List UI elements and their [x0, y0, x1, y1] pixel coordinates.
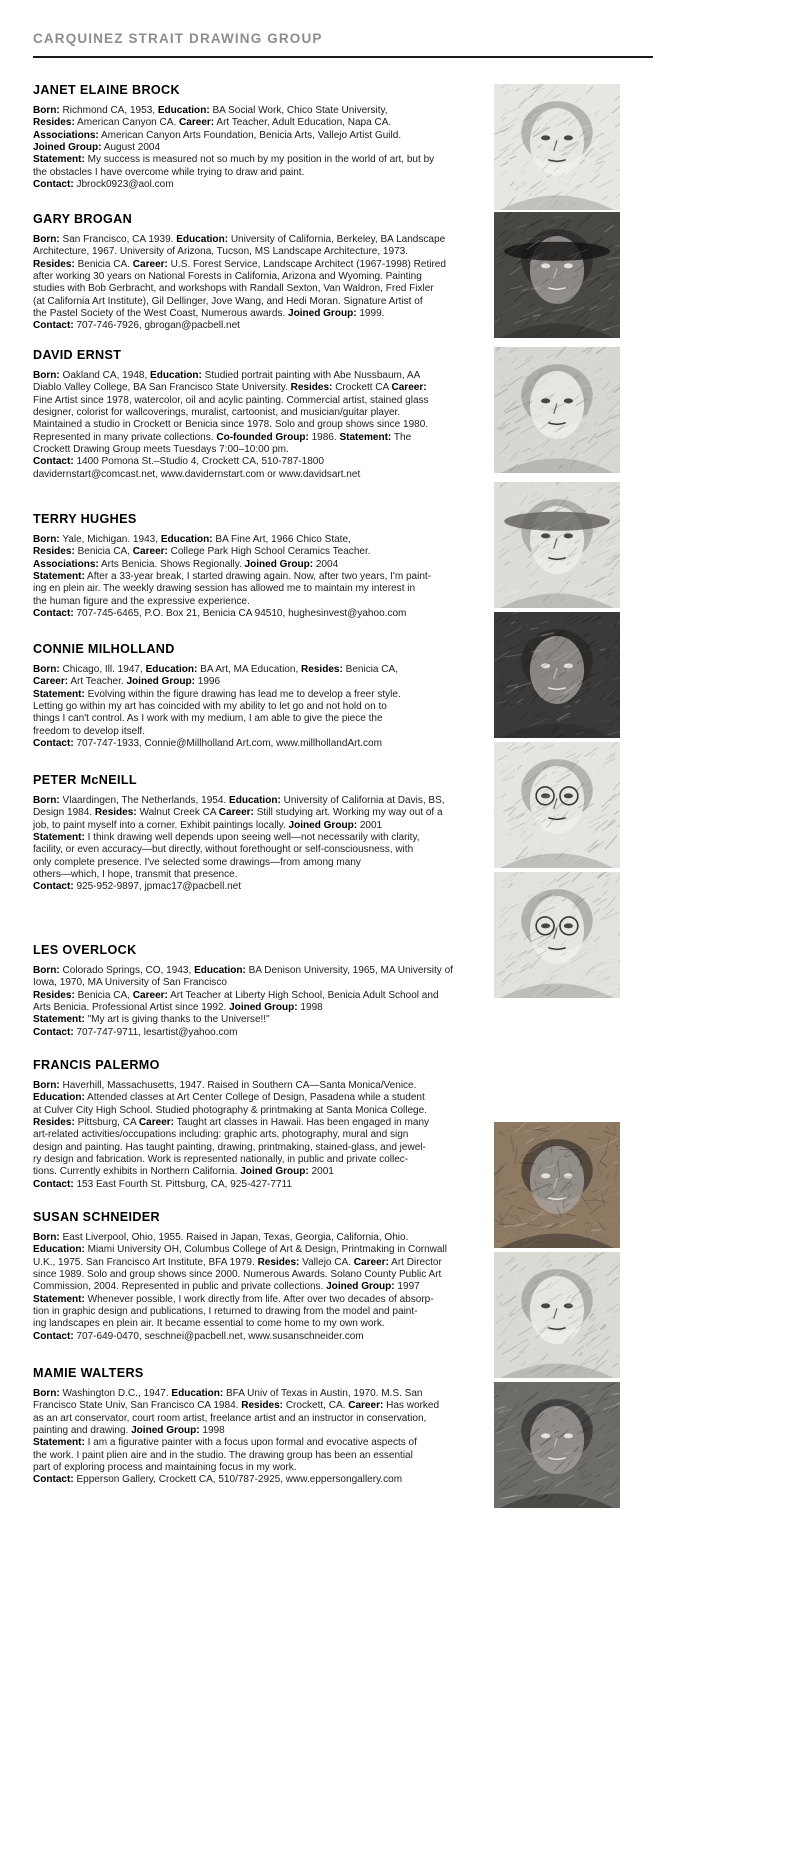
bio-field-label: Resides:	[33, 117, 75, 129]
bio-line: Born: San Francisco, CA 1939. Education: University of California, Berkeley, BA Landscape	[33, 233, 446, 245]
artist-name: JANET ELAINE BROCK	[33, 83, 180, 97]
bio-line: Statement: I am a figurative painter with a focus upon formal and evocative aspects of	[33, 1437, 417, 1449]
artist-entry	[33, 1367, 488, 1487]
bio-line: (at California Art Institute), Gil Dellinger, Jove Wang, and Hedi Moran. Signature Artist of	[33, 295, 423, 307]
bio-field-label: Education:	[160, 533, 213, 545]
bio-line: Statement: "My art is giving thanks to the Universe!!"	[33, 1014, 270, 1026]
artist-bio	[33, 105, 488, 191]
artwork-thumbnail	[494, 872, 620, 998]
bio-line: Contact: 707-745-6465, P.O. Box 21, Benicia CA 94510, hughesinvest@yahoo.com	[33, 607, 407, 619]
bio-line: since 1989. Solo and group shows since 2000. Numerous Awards. Solano County Public Art	[33, 1268, 442, 1280]
artwork-thumbnail	[494, 1382, 620, 1508]
artist-name: PETER McNEILL	[33, 773, 137, 787]
artist-bio	[33, 534, 488, 620]
bio-line: tions. Currently exhibits in Northern California. Joined Group: 2001	[33, 1166, 334, 1178]
bio-line: Contact: Jbrock0923@aol.com	[33, 178, 174, 190]
bio-field-label: Education:	[171, 1387, 224, 1399]
bio-line: the Pastel Society of the West Coast, Numerous awards. Joined Group: 1999.	[33, 307, 385, 319]
artist-name: GARY BROGAN	[33, 212, 133, 226]
bio-field-label: Career:	[138, 1116, 175, 1128]
bio-line: Contact: 925-952-9897, jpmac17@pacbell.net	[33, 881, 242, 893]
bio-line: painting and drawing. Joined Group: 1998	[33, 1424, 225, 1436]
bio-field-label: Associations:	[33, 558, 99, 570]
bio-field-label: Statement:	[339, 431, 392, 443]
bio-line: Letting go within my art has coincided with my ability to let go and not hold on to	[33, 700, 387, 712]
bio-line: Associations: American Canyon Arts Foundation, Benicia Arts, Vallejo Artist Guild.	[33, 129, 402, 141]
bio-field-label: Education:	[33, 1092, 85, 1104]
bio-line: Maintained a studio in Crockett or Benicia since 1978. Solo and group shows since 1980.	[33, 419, 429, 431]
bio-line: Resides: Benicia CA. Career: U.S. Forest Service, Landscape Architect (1967-1998) Retired	[33, 258, 446, 270]
bio-field-label: Career:	[218, 807, 254, 819]
page-title: CARQUINEZ STRAIT DRAWING GROUP	[33, 31, 323, 46]
bio-line: the obstacles I have overcome while trying to draw and paint.	[33, 166, 305, 178]
artist-entry	[33, 349, 488, 481]
bio-field-label: Associations:	[33, 129, 99, 141]
bio-line: the work. I paint plien aire and in the studio. The drawing group has been an essential	[33, 1449, 413, 1461]
bio-line: things I can't control. As I work with my medium, I am able to give the piece the	[33, 713, 383, 725]
bio-line: Resides: Pittsburg, CA Career: Taught art classes in Hawaii. Has been engaged in many	[33, 1116, 430, 1128]
bio-field-label: Education:	[145, 663, 198, 675]
bio-line: part of exploring process and maintaining focus in my work.	[33, 1461, 297, 1473]
artwork-thumbnail	[494, 482, 620, 608]
bio-field-label: Education:	[176, 233, 229, 245]
bio-field-label: Statement:	[33, 831, 85, 843]
bio-field-label: Statement:	[33, 1437, 85, 1449]
bio-field-label: Career:	[33, 676, 69, 688]
bio-line: davidernstart@comcast.net, www.davidernstart.com or www.davidsart.net	[33, 468, 361, 480]
bio-field-label: Joined Group:	[288, 819, 358, 831]
bio-field-label: Education:	[33, 1244, 85, 1256]
bio-field-label: Joined Group:	[326, 1281, 395, 1293]
bio-line: others—which, I hope, transmit that presence.	[33, 868, 238, 880]
bio-field-label: Born:	[33, 104, 60, 116]
bio-line: job, to paint myself into a corner. Exhibit paintings locally. Joined Group: 2001	[33, 819, 383, 831]
bio-field-label: Career:	[179, 117, 215, 129]
bio-field-label: Joined Group:	[229, 1001, 298, 1013]
bio-field-label: Joined Group:	[33, 141, 102, 153]
bio-field-label: Contact:	[33, 881, 74, 893]
bio-line: tion in graphic design and publications, I returned to drawing from the model and paint-	[33, 1305, 418, 1317]
bio-field-label: Born:	[33, 1387, 60, 1399]
bio-field-label: Career:	[132, 989, 168, 1001]
bio-field-label: Resides:	[33, 989, 75, 1001]
bio-field-label: Born:	[33, 233, 60, 245]
bio-line: Contact: 153 East Fourth St. Pittsburg, CA, 925-427-7711	[33, 1178, 292, 1190]
bio-field-label: Statement:	[33, 154, 85, 166]
artist-bio	[33, 965, 488, 1039]
bio-line: Contact: 707-747-9711, lesartist@yahoo.com	[33, 1026, 238, 1038]
artist-bio	[33, 1232, 488, 1343]
bio-field-label: Joined Group:	[131, 1424, 200, 1436]
bio-line: Arts Benicia. Professional Artist since 1992. Joined Group: 1998	[33, 1001, 323, 1013]
bio-field-label: Contact:	[33, 1330, 74, 1342]
artwork-thumbnail	[494, 347, 620, 473]
artwork-thumbnail	[494, 212, 620, 338]
bio-line: Represented in many private collections. Co-founded Group: 1986. Statement: The	[33, 431, 412, 443]
bio-field-label: Education:	[157, 104, 210, 116]
bio-field-label: Education:	[229, 794, 281, 806]
artwork-thumbnail	[494, 742, 620, 868]
artist-name: TERRY HUGHES	[33, 512, 137, 526]
bio-field-label: Resides:	[94, 807, 137, 819]
artist-name: FRANCIS PALERMO	[33, 1058, 160, 1072]
bio-field-label: Resides:	[290, 382, 333, 394]
bio-field-label: Resides:	[33, 258, 75, 270]
artist-bio	[33, 1080, 488, 1191]
bio-field-label: Contact:	[33, 178, 74, 190]
bio-line: designer, colorist for wallcoverings, muralist, cartoonist, and musician/guitar player.	[33, 406, 401, 418]
bio-line: ing landscapes en plein air. It became essential to come home to my own work.	[33, 1318, 385, 1330]
bio-line: art-related activities/occupations including: graphic arts, photography, mural and sign	[33, 1129, 409, 1141]
bio-field-label: Joined Group:	[288, 307, 357, 319]
bio-line: Education: Attended classes at Art Center College of Design, Pasadena while a student	[33, 1092, 425, 1104]
bio-line: Contact: 707-747-1933, Connie@Millholland Art.com, www.millhollandArt.com	[33, 737, 382, 749]
bio-line: Born: Yale, Michigan. 1943, Education: BA Fine Art, 1966 Chico State,	[33, 533, 351, 545]
bio-line: Resides: Benicia CA, Career: College Park High School Ceramics Teacher.	[33, 546, 371, 558]
artist-entry	[33, 643, 488, 750]
bio-line: Born: Vlaardingen, The Netherlands, 1954. Education: University of California at Davis, BS,	[33, 794, 445, 806]
artist-entry	[33, 84, 488, 191]
bio-field-label: Statement:	[33, 1014, 85, 1026]
bio-line: the human figure and the expressive experience.	[33, 595, 250, 607]
artist-name: DAVID ERNST	[33, 348, 122, 362]
bio-line: Design 1984. Resides: Walnut Creek CA Career: Still studying art. Working my way out of a	[33, 807, 443, 819]
bio-line: freedom to develop itself.	[33, 725, 145, 737]
bio-line: only complete presence. I've selected some drawings—from among many	[33, 856, 361, 868]
bio-field-label: Education:	[150, 369, 202, 381]
bio-line: U.K., 1975. San Francisco Art Institute, BFA 1979. Resides: Vallejo CA. Career: Art Director	[33, 1256, 442, 1268]
artwork-thumbnail	[494, 1252, 620, 1378]
bio-field-label: Career:	[353, 1256, 389, 1268]
bio-field-label: Born:	[33, 794, 60, 806]
bio-field-label: Joined Group:	[126, 676, 195, 688]
artist-entry	[33, 513, 488, 620]
bio-line: Commission, 2004. Represented in public and private collections. Joined Group: 1997	[33, 1281, 420, 1293]
bio-field-label: Education:	[194, 964, 246, 976]
bio-line: Architecture, 1967. University of Arizona, Tucson, MS Landscape Architecture, 1973.	[33, 246, 409, 258]
artist-entry	[33, 944, 488, 1039]
bio-field-label: Joined Group:	[244, 558, 314, 570]
bio-field-label: Career:	[391, 382, 427, 394]
bio-line: ry design and fabrication. Work is represented nationally, in public and private collec-	[33, 1153, 409, 1165]
bio-field-label: Contact:	[33, 607, 74, 619]
bio-field-label: Contact:	[33, 320, 74, 332]
bio-field-label: Contact:	[33, 737, 74, 749]
bio-line: after working 30 years on National Forests in California, Arizona and Wyoming. Painting	[33, 270, 422, 282]
bio-field-label: Resides:	[33, 1116, 75, 1128]
bio-field-label: Resides:	[257, 1256, 300, 1268]
masthead	[33, 32, 653, 58]
bio-line: as an art conservator, court room artist, freelance artist and an instructor in conservation,	[33, 1412, 427, 1424]
bio-line: facility, or even accuracy—but directly, without forethought or self-consciousness, with	[33, 844, 414, 856]
artist-name: SUSAN SCHNEIDER	[33, 1210, 161, 1224]
bio-line: Francisco State Univ, San Francisco CA 1984. Resides: Crockett, CA. Career: Has worked	[33, 1400, 440, 1412]
bio-field-label: Career:	[132, 258, 168, 270]
bio-line: Born: East Liverpool, Ohio, 1955. Raised in Japan, Texas, Georgia, California, Ohio.	[33, 1231, 409, 1243]
bio-field-label: Co-founded Group:	[216, 431, 309, 443]
bio-line: Contact: 1400 Pomona St.–Studio 4, Crockett CA, 510-787-1800	[33, 456, 324, 468]
bio-field-label: Born:	[33, 533, 60, 545]
bio-line: Born: Chicago, Ill. 1947, Education: BA Art, MA Education, Resides: Benicia CA,	[33, 663, 399, 675]
bio-field-label: Resides:	[241, 1400, 284, 1412]
bio-field-label: Statement:	[33, 570, 85, 582]
bio-line: Statement: Whenever possible, I work directly from life. After over two decades of absorp-	[33, 1293, 434, 1305]
bio-line: studies with Bob Gerbracht, and workshops with Randall Sexton, Van Waldron, Fred Fixler	[33, 283, 434, 295]
bio-line: ing en plein air. The weekly drawing session has allowed me to maintain my interest in	[33, 583, 416, 595]
bio-field-label: Statement:	[33, 688, 85, 700]
bio-line: Born: Haverhill, Massachusetts, 1947. Raised in Southern CA—Santa Monica/Venice.	[33, 1079, 417, 1091]
bio-line: Born: Richmond CA, 1953, Education: BA Social Work, Chico State University,	[33, 104, 388, 116]
bio-line: Associations: Arts Benicia. Shows Regionally. Joined Group: 2004	[33, 558, 339, 570]
artist-bio	[33, 234, 488, 333]
bio-field-label: Contact:	[33, 456, 74, 468]
artist-bio	[33, 1388, 488, 1487]
artist-name: MAMIE WALTERS	[33, 1366, 144, 1380]
bio-line: Joined Group: August 2004	[33, 141, 161, 153]
bio-field-label: Career:	[348, 1400, 384, 1412]
bio-field-label: Born:	[33, 1231, 60, 1243]
artwork-thumbnail	[494, 1122, 620, 1248]
bio-field-label: Contact:	[33, 1474, 74, 1486]
masthead-divider	[33, 56, 653, 58]
bio-line: Fine Artist since 1978, watercolor, oil and acylic painting. Commercial artist, stained glass	[33, 394, 429, 406]
bio-field-label: Contact:	[33, 1178, 74, 1190]
artwork-thumbnail	[494, 612, 620, 738]
bio-field-label: Career:	[132, 546, 168, 558]
bio-line: Statement: After a 33-year break, I started drawing again. Now, after two years, I'm paint-	[33, 570, 432, 582]
bio-line: Contact: Epperson Gallery, Crockett CA, 510/787-2925, www.eppersongallery.com	[33, 1474, 403, 1486]
bio-field-label: Joined Group:	[240, 1166, 309, 1178]
bio-line: Crockett Drawing Group meets Tuesdays 7:00–10:00 pm.	[33, 443, 289, 455]
artist-name: CONNIE MILHOLLAND	[33, 642, 175, 656]
bio-field-label: Born:	[33, 964, 60, 976]
bio-line: Statement: I think drawing well depends upon seeing well—not necessarily with clarity,	[33, 831, 420, 843]
bio-line: Contact: 707-746-7926, gbrogan@pacbell.net	[33, 320, 240, 332]
bio-line: Resides: American Canyon CA. Career: Art Teacher, Adult Education, Napa CA.	[33, 117, 392, 129]
artist-bio	[33, 795, 488, 894]
bio-line: Iowa, 1970, MA University of San Francisco	[33, 977, 227, 989]
bio-line: Statement: My success is measured not so much by my position in the world of art, but by	[33, 154, 435, 166]
artwork-thumbnail	[494, 84, 620, 210]
bio-line: design and painting. Has taught painting, drawing, printmaking, stained-glass, and jewel-	[33, 1141, 426, 1153]
artist-entry	[33, 1211, 488, 1343]
artist-bio	[33, 370, 488, 481]
bio-line: Resides: Benicia CA, Career: Art Teacher at Liberty High School, Benicia Adult School and	[33, 989, 439, 1001]
bio-line: Education: Miami University OH, Columbus College of Art & Design, Printmaking in Cornwall	[33, 1244, 447, 1256]
bio-field-label: Statement:	[33, 1293, 85, 1305]
bio-field-label: Born:	[33, 663, 60, 675]
bio-line: Contact: 707-649-0470, seschnei@pacbell.net, www.susanschneider.com	[33, 1330, 364, 1342]
bio-field-label: Born:	[33, 1079, 60, 1091]
artist-entry	[33, 774, 488, 894]
bio-line: Statement: Evolving within the figure drawing has lead me to develop a freer style.	[33, 688, 401, 700]
bio-line: Career: Art Teacher. Joined Group: 1996	[33, 676, 221, 688]
bio-line: Born: Oakland CA, 1948, Education: Studied portrait painting with Abe Nussbaum, AA	[33, 369, 421, 381]
bio-line: Diablo Valley College, BA San Francisco State University. Resides: Crockett CA Career:	[33, 382, 427, 394]
bio-line: Born: Washington D.C., 1947. Education: BFA Univ of Texas in Austin, 1970. M.S. San	[33, 1387, 423, 1399]
bio-field-label: Resides:	[301, 663, 343, 675]
artist-bio	[33, 664, 488, 750]
artist-entry	[33, 1059, 488, 1191]
bio-field-label: Born:	[33, 369, 60, 381]
artist-name: LES OVERLOCK	[33, 943, 137, 957]
bio-field-label: Contact:	[33, 1026, 74, 1038]
bio-field-label: Resides:	[33, 546, 75, 558]
bio-line: at Culver City High School. Studied photography & printmaking at Santa Monica College.	[33, 1104, 427, 1116]
bio-line: Born: Colorado Springs, CO, 1943, Education: BA Denison University, 1965, MA University of	[33, 964, 453, 976]
artist-entry	[33, 213, 488, 333]
